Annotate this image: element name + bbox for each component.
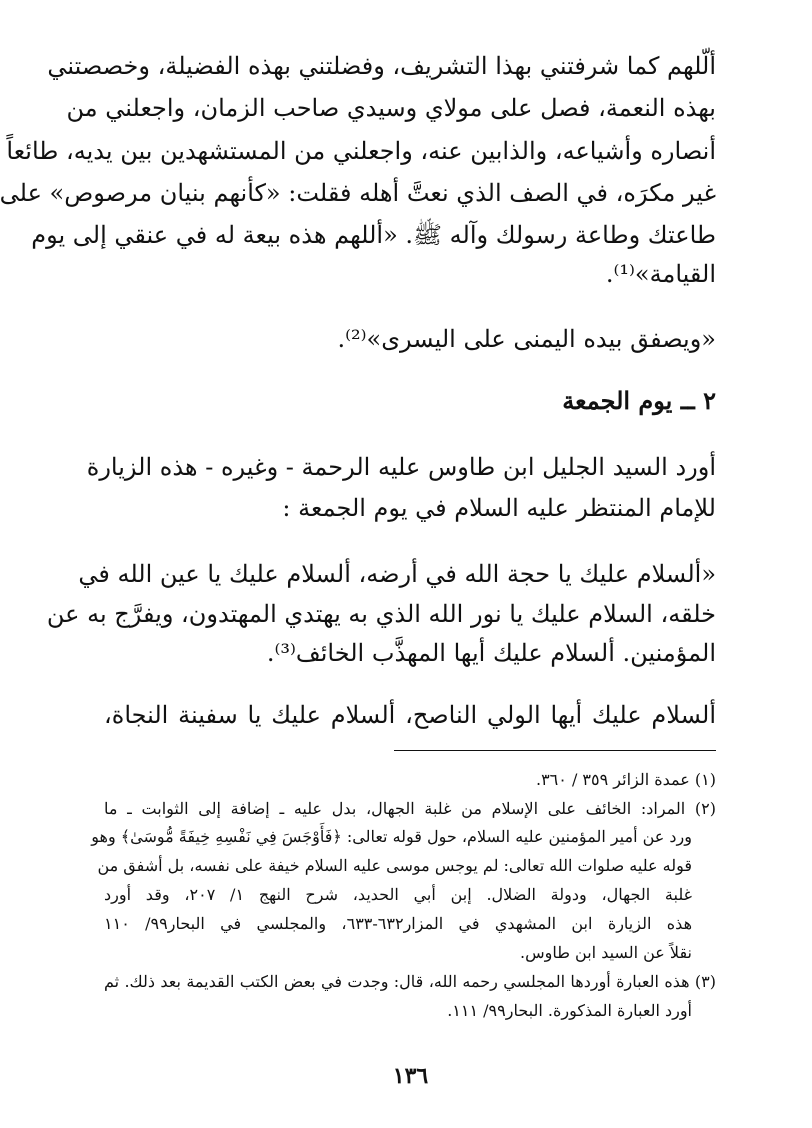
paragraph-1-line-5: طاعتك وطاعة رسولك وآله ﷺ. «أللهم هذه بيعة له في عنقي إلى يوم (31, 221, 716, 249)
footnote-1: (١) عمدة الزائر ٣٥٩ / ٣٦٠. (535, 770, 716, 789)
paragraph-1-line-6: القيامة»⁽¹⁾. (605, 260, 716, 288)
footnote-3-line-2: أورد العبارة المذكورة. البحار٩٩/ ١١١. (447, 1001, 692, 1020)
paragraph-3-line-2: للإمام المنتظر عليه السلام في يوم الجمعة : (282, 494, 716, 522)
paragraph-4-line-2: خلقه، السلام عليك يا نور الله الذي به يهتدي المهتدون، ويفرَّج به عن (46, 600, 716, 628)
footnote-2-line-4: غلبة الجهال، ودولة الضلال. إبن أبي الحديد، شرح النهج ١/ ٢٠٧، وقد أورد (104, 885, 692, 904)
paragraph-5: ألسلام عليك أيها الولي الناصح، ألسلام عليك يا سفينة النجاة، (104, 701, 716, 729)
section-heading: ٢ ــ يوم الجمعة (562, 386, 716, 415)
page-number: ١٣٦ (392, 1063, 429, 1089)
paragraph-1-line-4: غير مكرَه، في الصف الذي نعتَّ أهله فقلت: «كأنهم بنيان مرصوص» على (0, 179, 716, 207)
paragraph-4-line-3: المؤمنين. ألسلام عليك أيها المهذَّب الخائف⁽³⁾. (266, 639, 716, 667)
footnote-separator (394, 750, 716, 751)
paragraph-3-line-1: أورد السيد الجليل ابن طاوس عليه الرحمة - وغيره - هذه الزيارة (86, 453, 716, 481)
paragraph-2: «ويصفق بيده اليمنى على اليسرى»⁽²⁾. (337, 325, 716, 353)
footnote-2-line-1: (٢) المراد: الخائف على الإسلام من غلبة الجهال، بدل عليه ـ إضافة إلى الثوابت ـ ما (104, 799, 716, 818)
paragraph-1-line-2: بهذه النعمة، فصل على مولاي وسيدي صاحب الزمان، واجعلني من (66, 94, 716, 122)
paragraph-1-line-3: أنصاره وأشياعه، والذابين عنه، واجعلني من المستشهدين بين يديه، طائعاً (6, 137, 716, 165)
footnote-2-line-3: قوله عليه صلوات الله تعالى: لم يوجس موسى عليه السلام خيفة على نفسه، بل أشفق من (97, 856, 692, 875)
footnote-2-line-6: نقلاً عن السيد ابن طاوس. (519, 943, 692, 962)
footnote-3-line-1: (٣) هذه العبارة أوردها المجلسي رحمه الله، قال: وجدت في بعض الكتب القديمة بعد ذلك. ثم (104, 972, 717, 991)
footnote-2-line-5: هذه الزيارة ابن المشهدي في المزار٦٣٢-٦٣٣، والمجلسي في البحار٩٩/ ١١٠ (104, 914, 693, 933)
paragraph-1-line-1: ألّلهم كما شرفتني بهذا التشريف، وفضلتني بهذه الفضيلة، وخصصتني (47, 52, 716, 80)
footnote-2-line-2: ورد عن أمير المؤمنين عليه السلام، حول قوله تعالى: ﴿فَأَوْجَسَ فِي نَفْسِهِ خِيفَةً مُّوسَىٰ﴾ وهو (91, 827, 692, 846)
paragraph-4-line-1: «ألسلام عليك يا حجة الله في أرضه، ألسلام عليك يا عين الله في (78, 560, 716, 588)
